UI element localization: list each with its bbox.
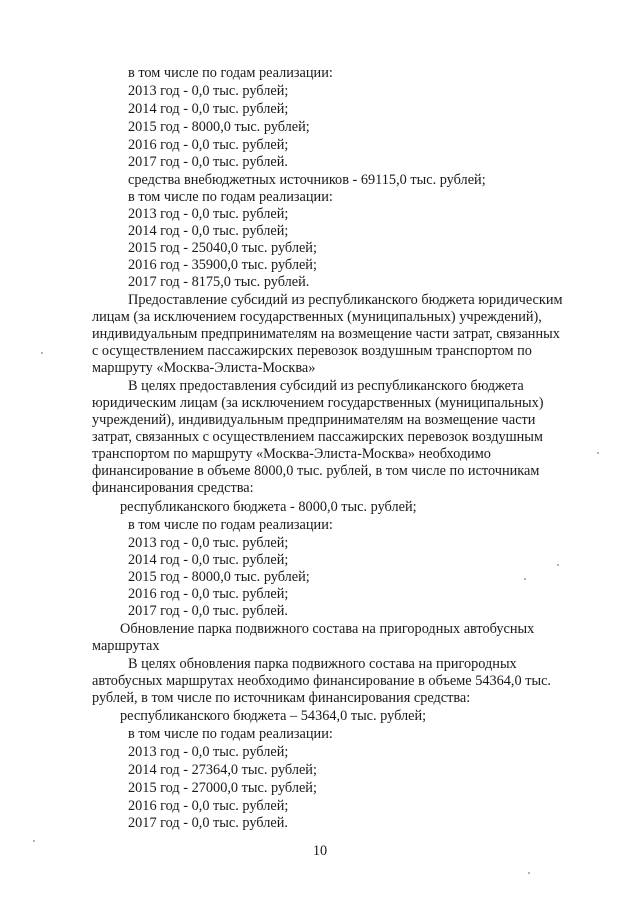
section-heading-line: Предоставление субсидий из республиканского бюджета юридическим xyxy=(128,292,563,308)
year-line: 2017 год - 8175,0 тыс. рублей. xyxy=(128,274,310,290)
funding-source: средства внебюджетных источников - 69115,0 тыс. рублей; xyxy=(128,172,486,188)
funding-source: республиканского бюджета – 54364,0 тыс. рублей; xyxy=(120,708,427,724)
years-header: в том числе по годам реализации: xyxy=(128,517,333,533)
scan-speck xyxy=(524,578,526,580)
paragraph-line: финансирования средства: xyxy=(92,480,254,496)
years-header: в том числе по годам реализации: xyxy=(128,65,333,81)
year-line: 2014 год - 0,0 тыс. рублей; xyxy=(128,223,289,239)
paragraph-line: учреждений), индивидуальным предпринимателям на возмещение части xyxy=(92,412,536,428)
year-line: 2016 год - 0,0 тыс. рублей; xyxy=(128,586,289,602)
year-line: 2015 год - 8000,0 тыс. рублей; xyxy=(128,119,310,135)
year-line: 2013 год - 0,0 тыс. рублей; xyxy=(128,535,289,551)
year-line: 2017 год - 0,0 тыс. рублей. xyxy=(128,154,288,170)
scan-speck xyxy=(41,352,43,354)
year-line: 2013 год - 0,0 тыс. рублей; xyxy=(128,83,289,99)
section-heading-line: индивидуальным предпринимателям на возмещение части затрат, связанных xyxy=(92,326,560,342)
paragraph-line: рублей, в том числе по источникам финансирования средства: xyxy=(92,690,471,706)
year-line: 2015 год - 27000,0 тыс. рублей; xyxy=(128,780,317,796)
year-line: 2013 год - 0,0 тыс. рублей; xyxy=(128,744,289,760)
years-header: в том числе по годам реализации: xyxy=(128,726,333,742)
year-line: 2015 год - 25040,0 тыс. рублей; xyxy=(128,240,317,256)
year-line: 2014 год - 0,0 тыс. рублей; xyxy=(128,552,289,568)
paragraph-line: В целях обновления парка подвижного состава на пригородных xyxy=(128,656,517,672)
section-heading-line: лицам (за исключением государственных (муниципальных) учреждений), xyxy=(92,309,542,325)
year-line: 2017 год - 0,0 тыс. рублей. xyxy=(128,603,288,619)
year-line: 2017 год - 0,0 тыс. рублей. xyxy=(128,815,288,831)
year-line: 2014 год - 0,0 тыс. рублей; xyxy=(128,101,289,117)
year-line: 2016 год - 0,0 тыс. рублей; xyxy=(128,137,289,153)
paragraph-line: транспортом по маршруту «Москва-Элиста-Москва» необходимо xyxy=(92,446,491,462)
paragraph-line: автобусных маршрутах необходимо финансирование в объеме 54364,0 тыс. xyxy=(92,673,552,689)
section-heading-line: маршрутах xyxy=(92,638,160,654)
paragraph-line: В целях предоставления субсидий из республиканского бюджета xyxy=(128,378,524,394)
years-header: в том числе по годам реализации: xyxy=(128,189,333,205)
year-line: 2015 год - 8000,0 тыс. рублей; xyxy=(128,569,310,585)
year-line: 2016 год - 0,0 тыс. рублей; xyxy=(128,798,289,814)
scan-speck xyxy=(528,872,530,874)
scan-speck xyxy=(597,452,599,454)
paragraph-line: затрат, связанных с осуществлением пассажирских перевозок воздушным xyxy=(92,429,543,445)
year-line: 2013 год - 0,0 тыс. рублей; xyxy=(128,206,289,222)
section-heading-line: маршруту «Москва-Элиста-Москва» xyxy=(92,360,316,376)
paragraph-line: юридическим лицам (за исключением государственных (муниципальных) xyxy=(92,395,544,411)
funding-source: республиканского бюджета - 8000,0 тыс. рублей; xyxy=(120,499,417,515)
scan-speck xyxy=(557,564,559,566)
year-line: 2014 год - 27364,0 тыс. рублей; xyxy=(128,762,317,778)
page-number: 10 xyxy=(312,843,328,859)
section-heading-line: с осуществлением пассажирских перевозок воздушным транспортом по xyxy=(92,343,532,359)
scan-speck xyxy=(33,840,35,842)
section-heading-line: Обновление парка подвижного состава на пригородных автобусных xyxy=(120,621,535,637)
year-line: 2016 год - 35900,0 тыс. рублей; xyxy=(128,257,317,273)
paragraph-line: финансирование в объеме 8000,0 тыс. рублей, в том числе по источникам xyxy=(92,463,540,479)
